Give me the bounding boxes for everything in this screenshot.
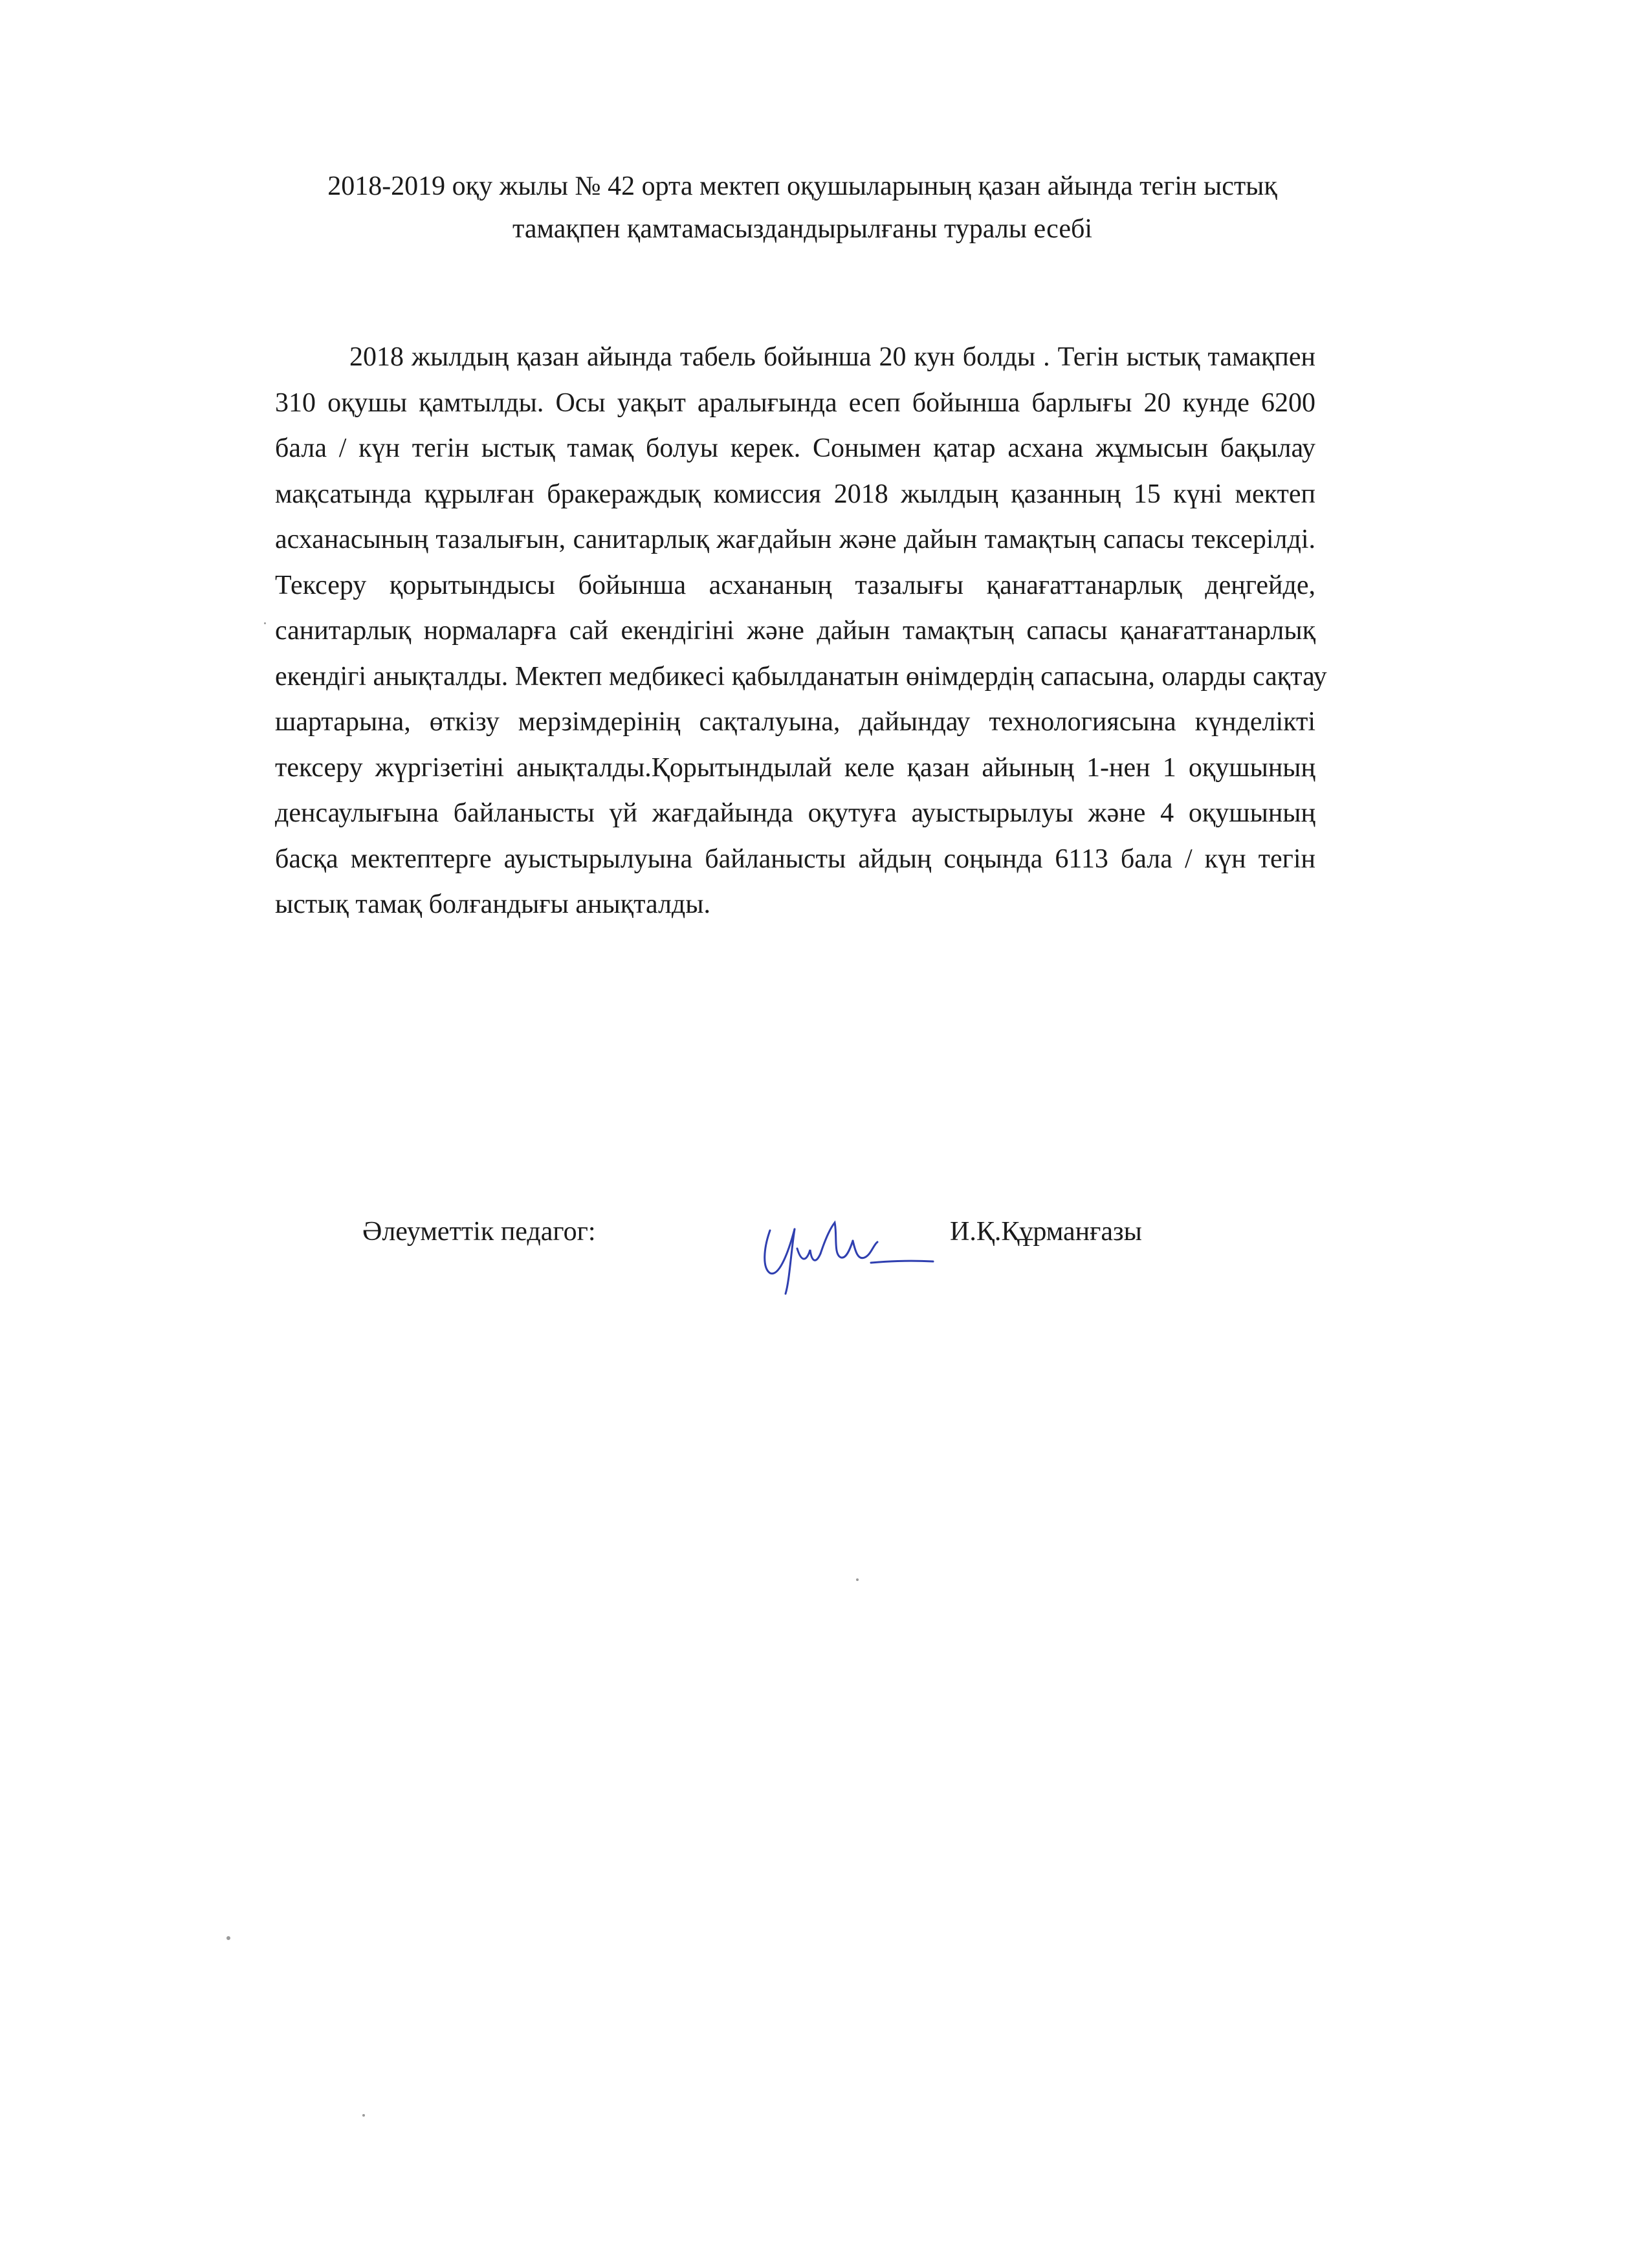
paragraph-line: екендігі анықталды. Мектеп медбикесі қабылданатын өнімдердің сапасына, оларды сақтау: [275, 661, 1327, 692]
paragraph-line: Тексеру қорытындысы бойынша асхананың тазалығы қанағаттанарлық деңгейде,: [275, 570, 1315, 600]
report-paragraph: [275, 334, 1327, 928]
paragraph-line: ыстық тамақ болғандығы анықталды.: [275, 889, 711, 919]
scan-speck: [362, 2114, 365, 2117]
scan-speck: [264, 622, 266, 624]
paragraph-line: мақсатында құрылған бракераждық комиссия 2018 жылдың қазанның 15 күні мектеп: [275, 479, 1315, 509]
paragraph-line: басқа мектептерге ауыстырылуына байланысты айдың соңында 6113 бала / күн тегін: [275, 844, 1315, 874]
paragraph-line: 2018 жылдың қазан айында табель бойынша 20 кун болды . Тегін ыстық тамақпен: [349, 342, 1315, 372]
title-line-1: 2018-2019 оқу жылы № 42 орта мектеп оқушыларының қазан айында тегін ыстық: [327, 171, 1277, 201]
paragraph-line: асханасының тазалығын, санитарлық жағдайын және дайын тамақтың сапасы тексерілді.: [275, 525, 1315, 554]
document-title: [278, 165, 1326, 250]
paragraph-line: шартарына, өткізу мерзімдерінің сақталуына, дайындау технологиясына күнделікті: [275, 707, 1315, 737]
paragraph-line: денсаулығына байланысты үй жағдайында оқутуға ауыстырылуы және 4 оқушының: [275, 798, 1315, 828]
handwritten-signature: [744, 1203, 938, 1300]
title-line-2: тамақпен қамтамасыздандырылғаны туралы есебі: [512, 214, 1093, 244]
scan-speck: [226, 1936, 230, 1940]
paragraph-line: 310 оқушы қамтылды. Осы уақыт аралығында есеп бойынша барлығы 20 кунде 6200: [275, 387, 1315, 418]
signer-role: Әлеуметтік педагог:: [362, 1217, 596, 1247]
paragraph-line: тексеру жүргізетіні анықталды.Қорытындылай келе қазан айының 1-нен 1 оқушының: [275, 752, 1315, 783]
paragraph-line: санитарлық нормаларға сай екендігіні және дайын тамақтың сапасы қанағаттанарлық: [275, 616, 1315, 646]
paragraph-line: бала / күн тегін ыстық тамақ болуы керек. Сонымен қатар асхана жұмысын бақылау: [275, 433, 1315, 463]
scan-speck: [856, 1578, 859, 1581]
signature-block: [0, 1203, 1650, 1307]
signer-name: И.Қ.Құрманғазы: [950, 1217, 1142, 1247]
